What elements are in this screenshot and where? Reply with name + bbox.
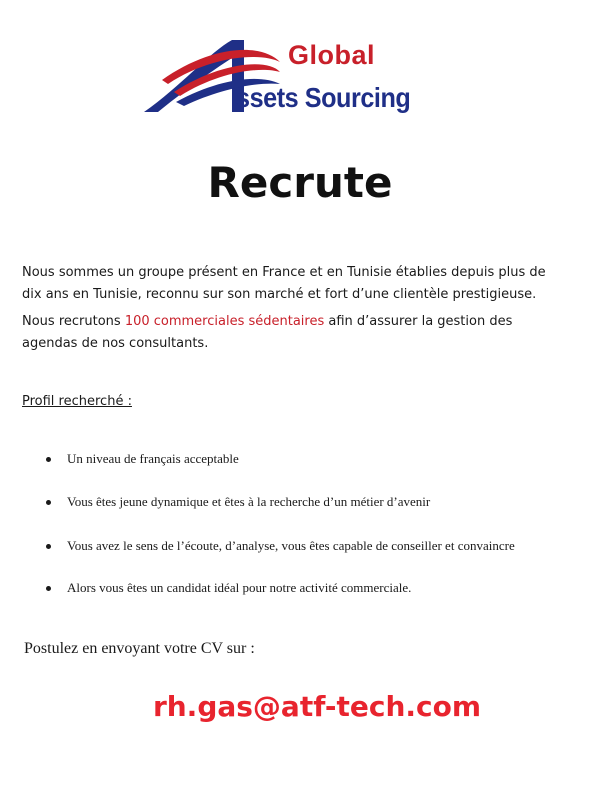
bullet-icon bbox=[46, 544, 51, 549]
logo-text-global: Global bbox=[288, 40, 376, 70]
intro-paragraph-1: Nous sommes un groupe présent en France et en Tunisie établies depuis plus de dix ans en Tunisie, reconnu sur son marché et fort d’une clientèle prestigieuse. bbox=[22, 265, 546, 302]
contact-email[interactable]: rh.gas@atf-tech.com bbox=[152, 690, 482, 723]
bullet-icon bbox=[46, 500, 51, 505]
intro-p2-end: afin d’assurer la gestion des agendas de nos consultants. bbox=[22, 314, 513, 351]
list-item-text: Vous êtes jeune dynamique et êtes à la recherche d’un métier d’avenir bbox=[67, 494, 431, 509]
list-item-text: Alors vous êtes un candidat idéal pour notre activité commerciale. bbox=[67, 580, 412, 595]
company-logo bbox=[140, 32, 440, 124]
intro-p2-start: Nous recrutons bbox=[22, 314, 125, 329]
list-item-text: Vous avez le sens de l’écoute, d’analyse, vous êtes capable de conseiller et convaincre bbox=[67, 538, 515, 553]
intro-paragraph-2 bbox=[22, 311, 562, 355]
profil-heading: Profil recherché : bbox=[22, 394, 132, 409]
logo-text-assets-sourcing: ssets Sourcing bbox=[236, 82, 411, 113]
bullet-icon bbox=[46, 457, 51, 462]
bullet-icon bbox=[46, 586, 51, 591]
apply-instruction: Postulez en envoyant votre CV sur : bbox=[24, 640, 255, 657]
page-title: Recrute bbox=[207, 158, 393, 207]
highlight-commerciales: 100 commerciales sédentaires bbox=[124, 314, 325, 329]
list-item-text: Un niveau de français acceptable bbox=[67, 451, 239, 466]
